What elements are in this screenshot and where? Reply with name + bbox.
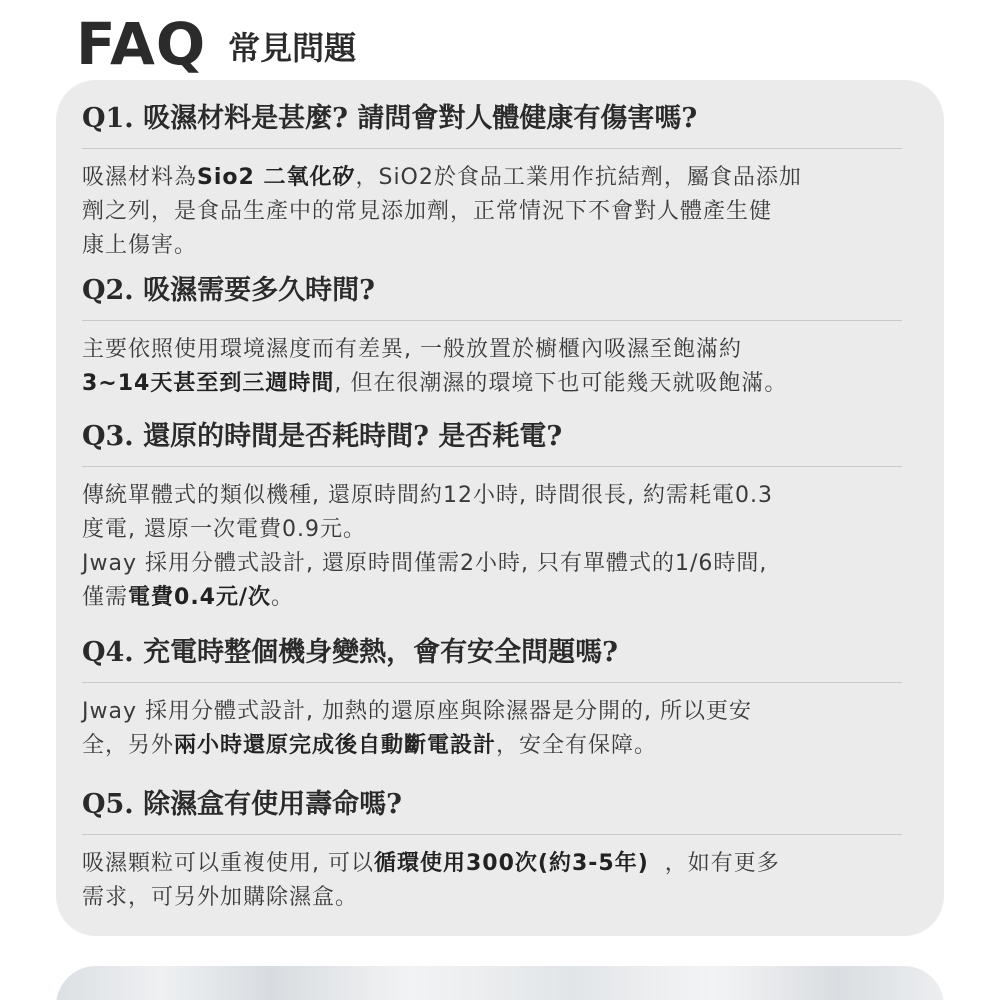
faq-answer-line: [82, 513, 922, 547]
faq-answer-line: [82, 847, 922, 881]
faq-answer-text: ，SiO2於食品工業用作抗結劑，屬食品添加: [355, 165, 802, 190]
faq-answer-text: Jway 採用分體式設計, 加熱的還原座與除濕器是分開的, 所以更安: [82, 699, 752, 724]
faq-answer: [82, 695, 922, 763]
next-section-image: [56, 966, 944, 1000]
faq-answer-line: [82, 333, 922, 367]
faq-answer-line: [82, 161, 922, 195]
faq-divider: [82, 320, 902, 321]
faq-answer-text: 需求，可另外加購除濕盒。: [82, 885, 359, 910]
faq-question: Q1. 吸濕材料是甚麼? 請問會對人體健康有傷害嗎?: [82, 103, 698, 134]
faq-answer-line: [82, 581, 922, 615]
faq-answer-highlight: 循環使用300次(約3-5年): [374, 851, 649, 876]
faq-item-2: [82, 272, 922, 401]
faq-subtitle: 常見問題: [228, 29, 357, 67]
faq-answer-highlight: 兩小時還原完成後自動斷電設計: [174, 733, 497, 758]
faq-answer-text: 劑之列，是食品生產中的常見添加劑，正常情況下不會對人體產生健: [82, 199, 773, 224]
faq-answer-text: 主要依照使用環境濕度而有差異, 一般放置於櫥櫃內吸濕至飽滿約: [82, 337, 742, 362]
faq-answer-text: 全，另外: [82, 733, 175, 758]
faq-answer-highlight: 電費0.4元/次: [128, 585, 272, 610]
faq-answer-text: 僅需: [82, 585, 129, 610]
faq-title: FAQ: [76, 10, 207, 78]
faq-answer: [82, 161, 922, 263]
faq-answer-text: 。: [271, 585, 295, 610]
faq-answer-line: [82, 195, 922, 229]
faq-answer-line: [82, 547, 922, 581]
faq-answer-text: Jway 採用分體式設計, 還原時間僅需2小時, 只有單體式的1/6時間,: [82, 551, 768, 576]
faq-answer-text: ，安全有保障。: [496, 733, 658, 758]
faq-answer-line: [82, 729, 922, 763]
faq-answer-line: [82, 229, 922, 263]
faq-answer-text: 度電, 還原一次電費0.9元。: [82, 517, 366, 542]
faq-divider: [82, 148, 902, 149]
faq-divider: [82, 466, 902, 467]
faq-answer: [82, 479, 922, 615]
faq-item-5: [82, 786, 922, 915]
faq-answer-highlight: Sio2 二氧化矽: [197, 165, 356, 190]
faq-item-1: [82, 100, 922, 263]
faq-header: [76, 4, 356, 76]
faq-answer-highlight: 3~14天甚至到三週時間: [82, 371, 335, 396]
faq-answer-text: 傳統單體式的類似機種, 還原時間約12小時, 時間很長, 約需耗電0.3: [82, 483, 773, 508]
faq-answer-text: 康上傷害。: [82, 233, 198, 258]
faq-item-4: [82, 634, 922, 763]
faq-answer-text: 吸濕顆粒可以重複使用, 可以: [82, 851, 374, 876]
faq-item-3: [82, 418, 922, 615]
faq-answer: [82, 333, 922, 401]
faq-answer-line: [82, 479, 922, 513]
faq-answer-line: [82, 695, 922, 729]
faq-divider: [82, 834, 902, 835]
faq-answer-text: 吸濕材料為: [82, 165, 198, 190]
faq-answer-line: [82, 367, 922, 401]
faq-question: Q3. 還原的時間是否耗時間? 是否耗電?: [82, 421, 563, 452]
faq-answer-text: ，如有更多: [648, 851, 780, 876]
faq-divider: [82, 682, 902, 683]
faq-answer-line: [82, 881, 922, 915]
faq-answer-text: , 但在很潮濕的環境下也可能幾天就吸飽滿。: [334, 371, 788, 396]
faq-question: Q5. 除濕盒有使用壽命嗎?: [82, 789, 402, 820]
faq-question: Q2. 吸濕需要多久時間?: [82, 275, 375, 306]
faq-answer: [82, 847, 922, 915]
faq-question: Q4. 充電時整個機身變熱，會有安全問題嗎?: [82, 637, 618, 668]
